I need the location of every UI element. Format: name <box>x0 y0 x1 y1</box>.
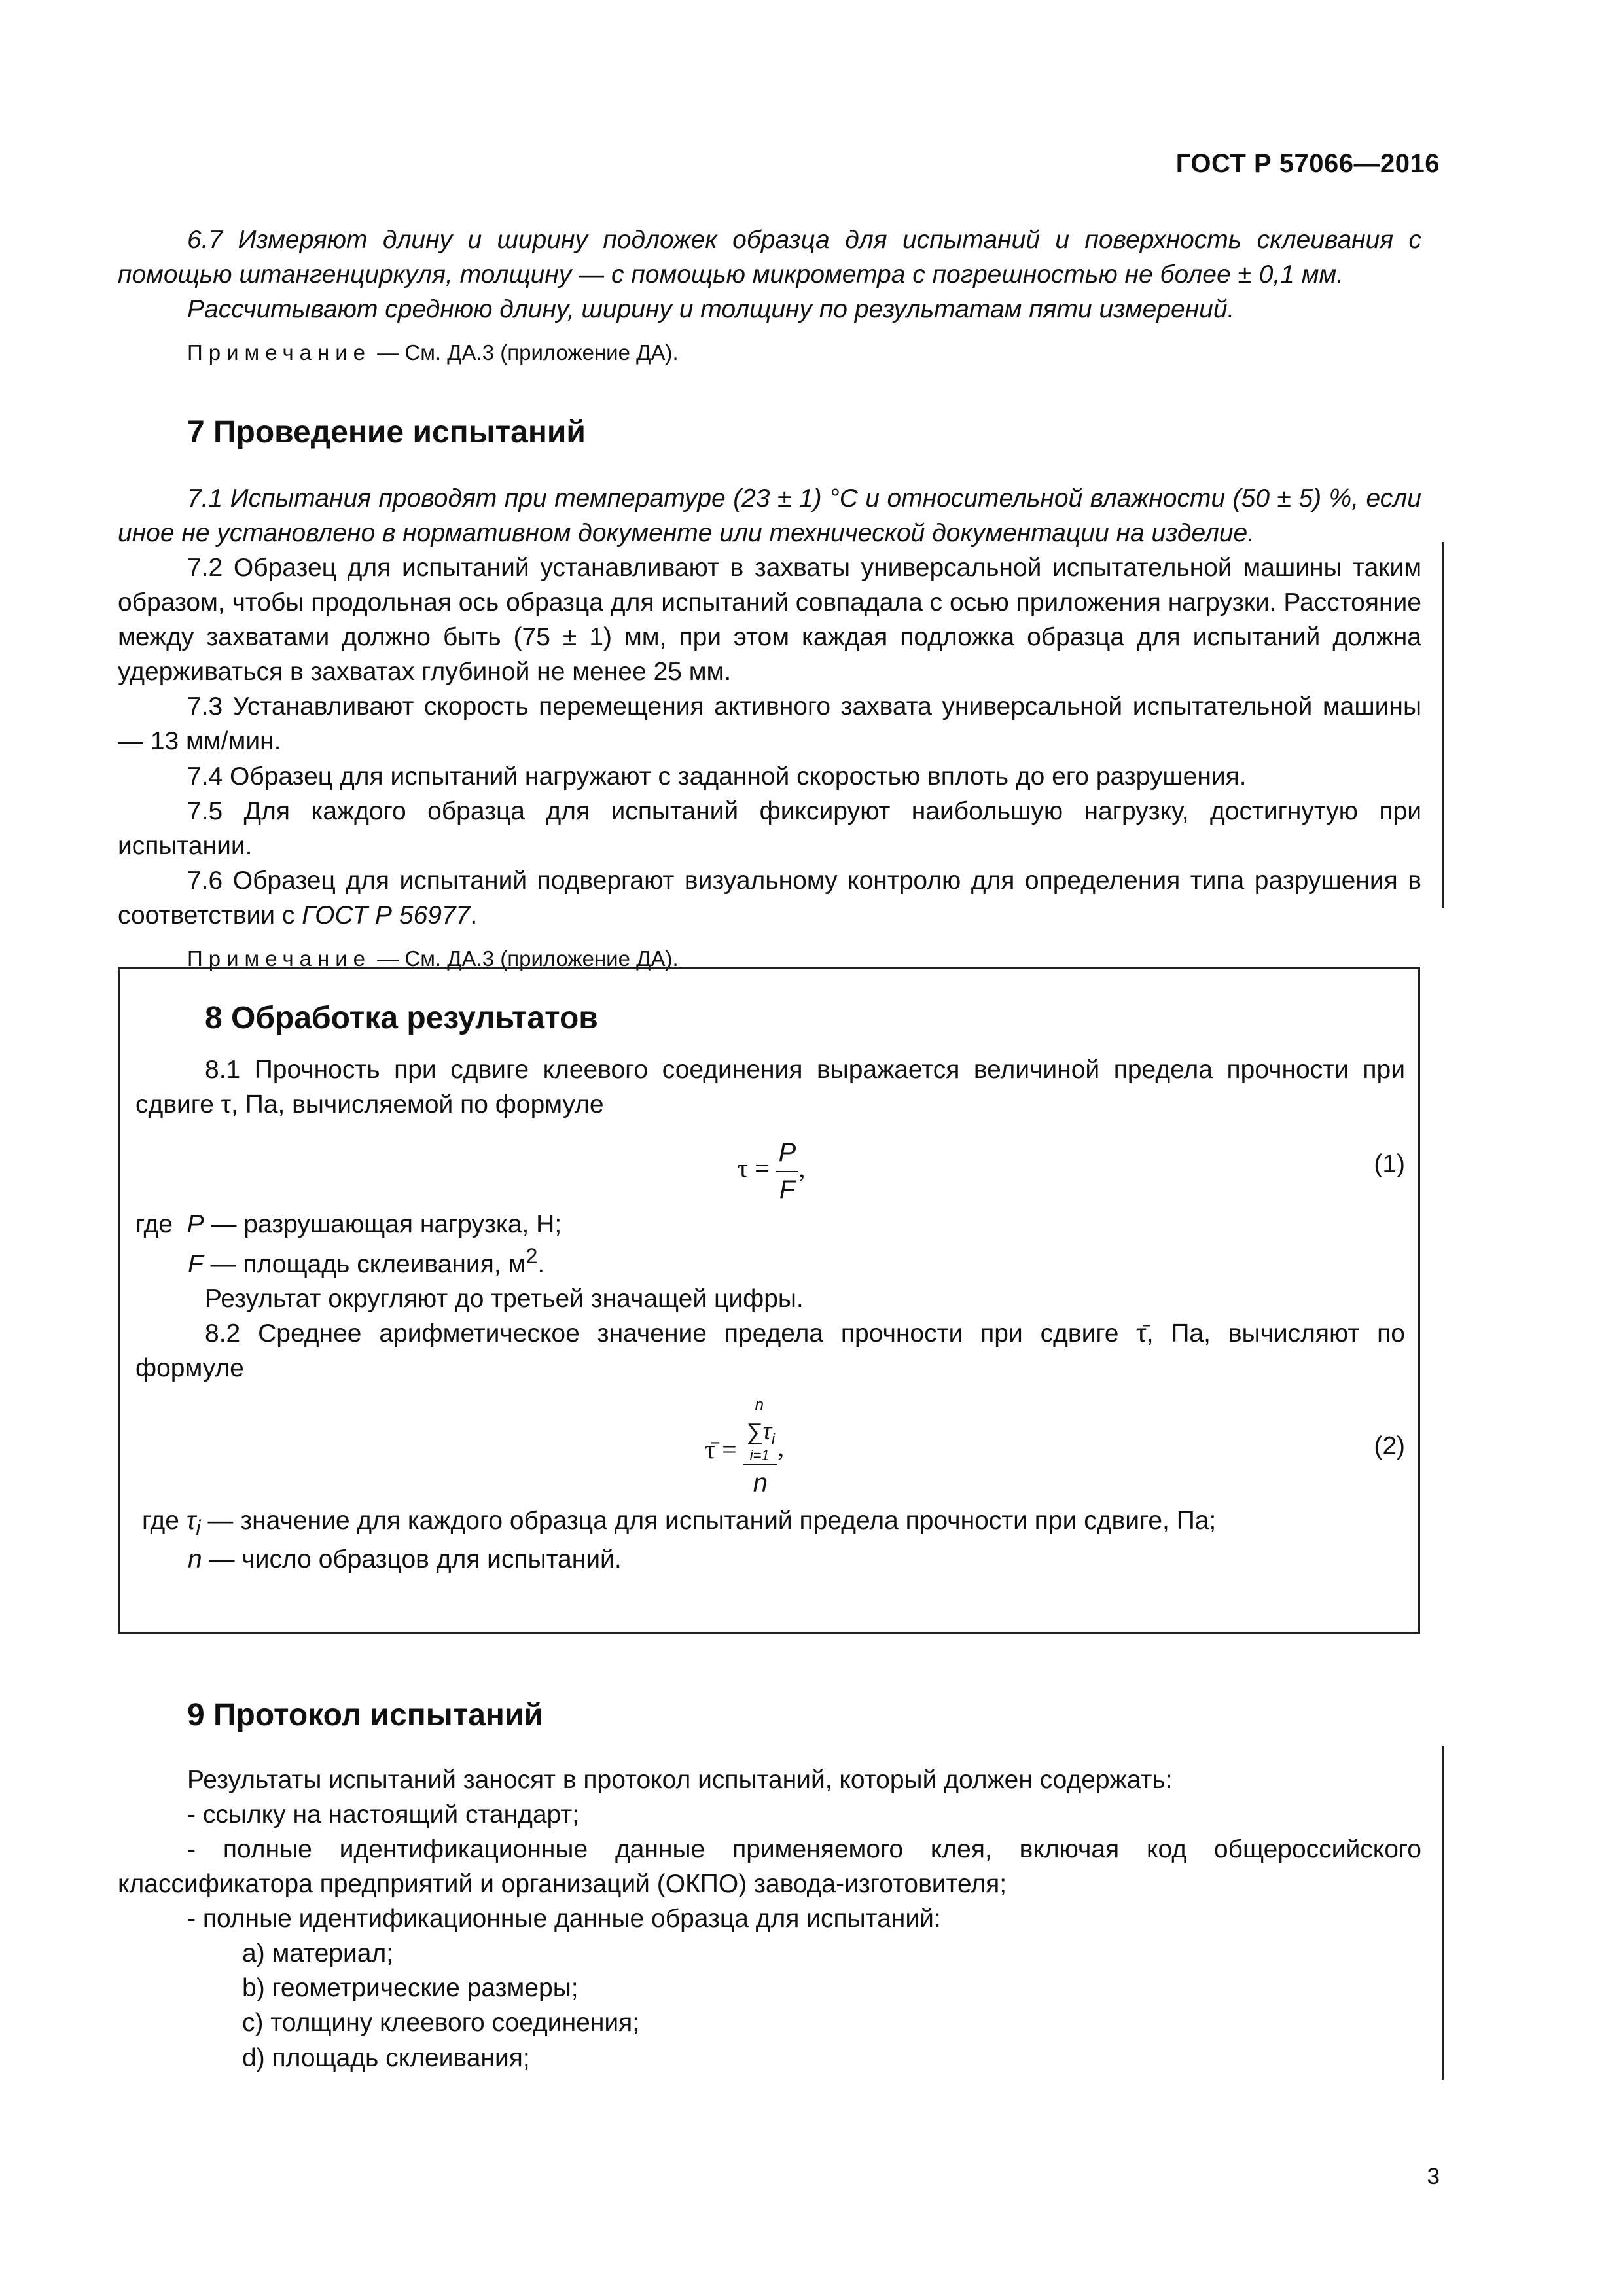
section-9-intro: Результаты испытаний заносят в протокол испытаний, который должен содержать: <box>187 1766 1173 1795</box>
paragraph-8-1: 8.1 Прочность при сдвиге клеевого соединения выражается величиной предела прочности при сдвиге τ, Па, вычисляемой по формуле <box>135 1056 1405 1119</box>
where-1-f: F — площадь склеивания, $м^2$. <box>188 1244 545 1279</box>
sub-list-item: a) материал; <box>242 1939 394 1968</box>
list-item: - полные идентификационные данные применяемого клея, включая код общероссийского классификатора предприятий и организаций (ОКПО) завода-изготовителя; <box>118 1835 1421 1899</box>
paragraph-7-2: 7.2 Образец для испытаний устанавливают в захваты универсальной испытательной машины таким образом, чтобы продольная ось образца для испытаний совпадала с осью приложения нагрузки. Расстояние между захватами должно быть (75 ± 1) мм, при этом каждая подложка образца для испытаний должна удерживаться в захватах глубиной не менее 25 мм. <box>118 554 1421 687</box>
formula-2-denominator: n <box>753 1469 768 1498</box>
note-label: Примечание <box>187 946 372 971</box>
paragraph-8-2: 8.2 Среднее арифметическое значение предела прочности при сдвиге τ̄, Па, вычисляют по формуле <box>135 1319 1405 1383</box>
note-label: Примечание <box>187 340 372 365</box>
paragraph-6-7: 6.7 Измеряют длину и ширину подложек образца для испытаний и поверхность склеивания с помощью штангенциркуля, толщину — с помощью микрометра с погрешностью не более ± 0,1 мм. <box>118 226 1421 289</box>
paragraph-7-4: 7.4 Образец для испытаний нагружают с заданной скоростью вплоть до его разрушения. <box>187 762 1247 791</box>
formula-1-numerator: P <box>776 1135 799 1172</box>
paragraph-7-3: 7.3 Устанавливают скорость перемещения активного захвата универсальной испытательной машины — 13 мм/мин. <box>118 692 1421 756</box>
note-6 <box>118 338 1421 368</box>
formula-1-number: (1) <box>1374 1150 1405 1179</box>
formula-2-lhs: τ̄ = <box>705 1435 737 1465</box>
sub-list-item: d) площадь склеивания; <box>242 2043 530 2072</box>
section-8-box <box>118 967 1420 1634</box>
section-9-block <box>118 1694 1421 2075</box>
section-7-block <box>118 411 1421 974</box>
section-6-block <box>118 223 1421 368</box>
formula-1-lhs: τ = <box>738 1153 770 1183</box>
list-item: - полные идентификационные данные образца для испытаний: <box>187 1905 941 1933</box>
sub-list-item: c) толщину клеевого соединения; <box>242 2009 640 2037</box>
change-bar <box>1442 542 1444 908</box>
rounding-note: Результат округляют до третьей значащей цифры. <box>205 1285 804 1314</box>
section-9-title: 9 Протокол испытаний <box>187 1698 543 1732</box>
paragraph-7-5: 7.5 Для каждого образца для испытаний фиксируют наибольшую нагрузку, достигнутую при испытании. <box>118 797 1421 860</box>
paragraph-6-7-cont: Рассчитывают среднюю длину, ширину и толщину по результатам пяти измерений. <box>187 295 1235 324</box>
formula-1-fraction <box>776 1135 799 1208</box>
formula-2: τ̄ = n $\sum\tau_i$ i=1 n , (2) <box>135 1386 1405 1503</box>
section-7-title: 7 Проведение испытаний <box>187 415 586 450</box>
formula-1: τ = $\frac{P}{F}$ , (1) <box>135 1122 1405 1207</box>
formula-2-fraction: n $\sum\tau_i$ i=1 n <box>743 1399 777 1501</box>
formula-2-number: (2) <box>1374 1432 1405 1461</box>
where-2-n: n — число образцов для испытаний. <box>188 1545 622 1574</box>
where-2-ti: где $\tau_i$ — значение для каждого образца для испытаний предела прочности при сдвиге, Па; <box>142 1507 1217 1540</box>
note-text: — См. ДА.3 (приложение ДА). <box>377 946 679 971</box>
page-number: 3 <box>1427 2164 1440 2189</box>
section-8-title: 8 Обработка результатов <box>205 1001 598 1035</box>
document-header: ГОСТ Р 57066—2016 <box>1175 149 1440 178</box>
note-text: — См. ДА.3 (приложение ДА). <box>377 340 679 365</box>
where-1-p: где P — разрушающая нагрузка, Н; <box>135 1210 562 1239</box>
paragraph-7-1: 7.1 Испытания проводят при температуре (23 ± 1) °С и относительной влажности (50 ± 5) %, если иное не установлено в нормативном документе или технической документации на изделие. <box>118 484 1421 548</box>
change-bar <box>1442 1746 1444 2080</box>
formula-1-denominator: F <box>779 1175 796 1204</box>
sub-list-item: b) геометрические размеры; <box>242 1974 579 2003</box>
paragraph-7-6: 7.6 Образец для испытаний подвергают визуальному контролю для определения типа разрушения в соответствии с ГОСТ Р 56977. <box>118 866 1421 929</box>
standard-reference: ГОСТ Р 56977 <box>302 901 471 929</box>
list-item: - ссылку на настоящий стандарт; <box>187 1801 580 1829</box>
